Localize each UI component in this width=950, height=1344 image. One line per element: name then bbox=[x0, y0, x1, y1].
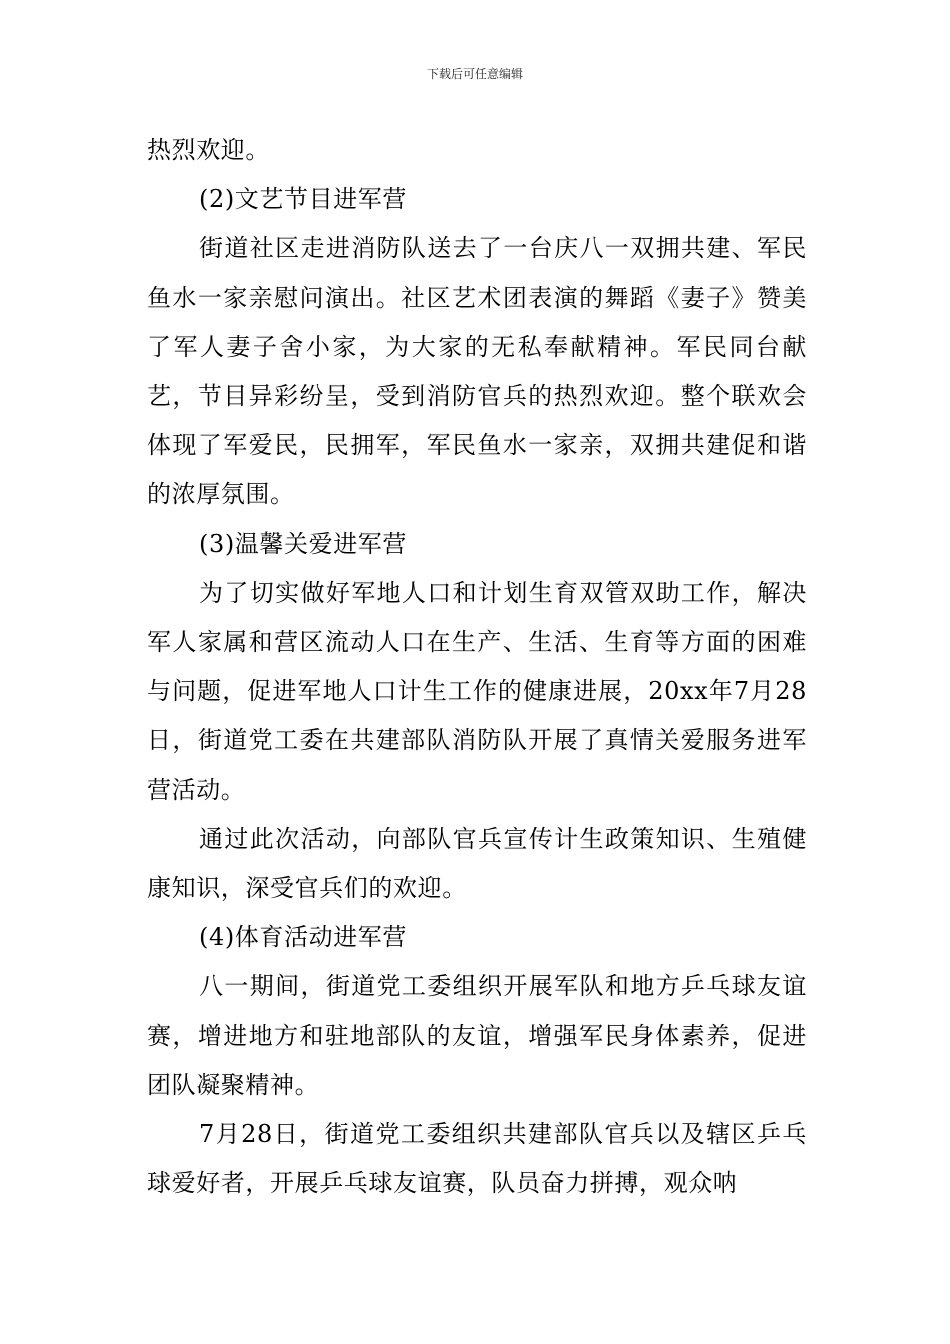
paragraph-care-result: 通过此次活动，向部队官兵宣传计生政策知识、生殖健康知识，深受官兵们的欢迎。 bbox=[147, 824, 807, 903]
section-heading-arts: (2)文艺节目进军营 bbox=[199, 185, 407, 214]
paragraph-sports-match: 7月28日，街道党工委组织共建部队官兵以及辖区乒乓球爱好者，开展乒乓球友谊赛，队员奋力拼搏，观众呐 bbox=[147, 1120, 807, 1198]
paragraph-arts: 街道社区走进消防队送去了一台庆八一双拥共建、军民鱼水一家亲慰问演出。社区艺术团表演的舞蹈《妻子》赞美了军人妻子舍小家，为大家的无私奉献精神。军民同台献艺，节目异彩纷呈，受到消防官兵的热烈欢迎。整个联欢会体现了军爱民，民拥军，军民鱼水一家亲，双拥共建促和谐的浓厚氛围。 bbox=[147, 234, 807, 509]
paragraph-closing-fragment: 热烈欢迎。 bbox=[147, 136, 270, 164]
paragraph-care: 为了切实做好军地人口和计划生育双管双助工作，解决军人家属和营区流动人口在生产、生活、生育等方面的困难与问题，促进军地人口计生工作的健康进展，20xx年7月28日，街道党工委在共建部队消防队开展了真情关爱服务进军营活动。 bbox=[147, 578, 807, 804]
section-heading-care: (3)温馨关爱进军营 bbox=[199, 529, 407, 558]
document-body bbox=[147, 126, 807, 1208]
paragraph-sports: 八一期间，街道党工委组织开展军队和地方乒乓球友谊赛，增进地方和驻地部队的友谊，增强军民身体素养，促进团队凝聚精神。 bbox=[147, 972, 807, 1099]
page-header-note: 下载后可任意编辑 bbox=[426, 67, 523, 81]
section-heading-sports: (4)体育活动进军营 bbox=[199, 923, 407, 952]
